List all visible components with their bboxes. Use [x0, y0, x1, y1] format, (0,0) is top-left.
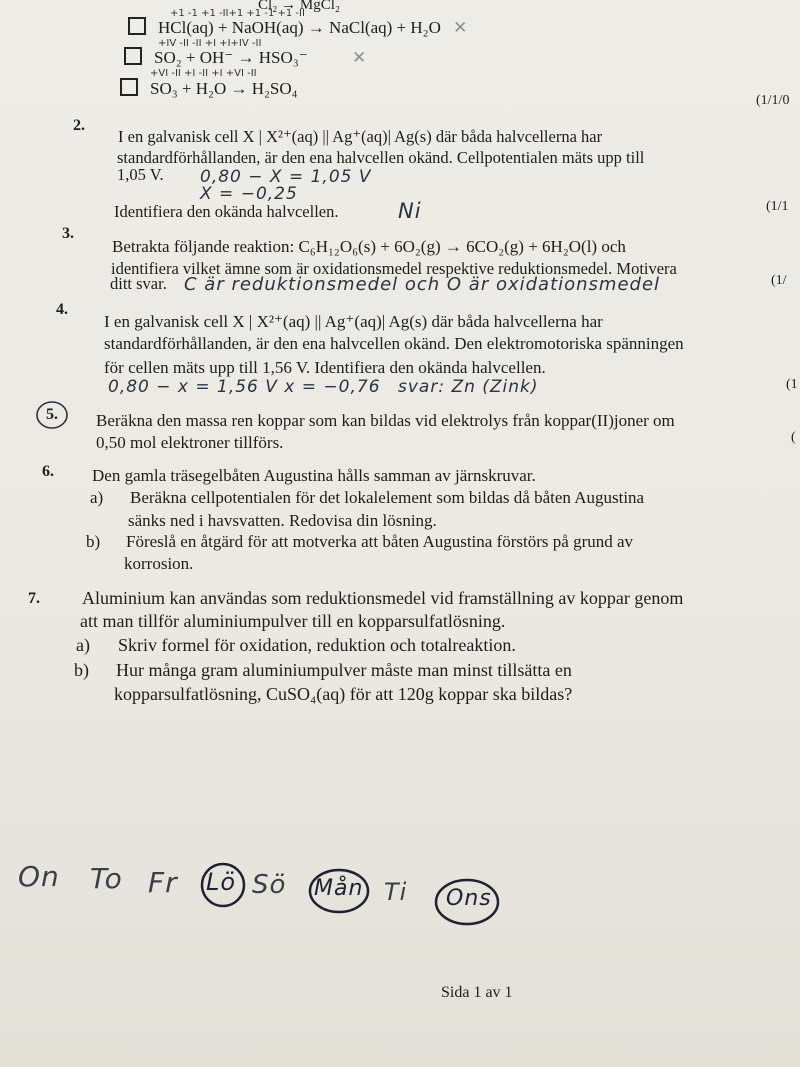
day-man: Mån [314, 876, 364, 901]
q2-handwritten-work-1: 0,80 − X = 1,05 V [200, 167, 372, 187]
day-ti: Ti [384, 878, 408, 906]
question-number-2: 2. [73, 117, 85, 134]
points-q3: (1/ [771, 273, 787, 288]
equation-row-3 [120, 78, 298, 100]
question-number-7: 7. [28, 590, 40, 607]
q6-a-line2: sänks ned i havsvatten. Redovisa din lösning. [128, 511, 437, 530]
q6-a-label: a) [90, 488, 104, 507]
q4-line1: I en galvanisk cell X | X²⁺(aq) || Ag⁺(aq)| Ag(s) där båda halvcellerna har [104, 312, 603, 331]
q6-b-line1: Föreslå en åtgärd för att motverka att båten Augustina förstörs på grund av [126, 532, 634, 551]
day-fr: Fr [148, 866, 178, 899]
q4-line3: för cellen mäts upp till 1,56 V. Identifiera den okända halvcellen. [104, 358, 546, 377]
question-number-5: 5. [46, 406, 58, 423]
day-so: Sö [252, 870, 287, 900]
equation-text: SO₃ + H₂O → H₂SO₄ [150, 79, 298, 98]
q7-line1: Aluminium kan användas som reduktionsmedel vid framställning av koppar genom [82, 588, 684, 608]
question-number-6: 6. [42, 463, 54, 480]
oxidation-numbers-2: +IV -II -II +I +I+IV -II [158, 38, 262, 49]
q7-b-line1: Hur många gram aluminiumpulver måste man minst tillsätta en [116, 660, 572, 680]
equation-row-1 [128, 17, 468, 39]
q7-a-text: Skriv formel för oxidation, reduktion och totalreaktion. [118, 635, 516, 655]
q7-b-line2: kopparsulfatlösning, CuSO₄(aq) för att 120g koppar ska bildas? [114, 684, 573, 704]
cross-mark: ✕ [351, 48, 368, 68]
q4-line2: standardförhållanden, är den ena halvcellen okänd. Den elektromotoriska spänningen [104, 334, 684, 353]
q6-b-line2: korrosion. [124, 554, 194, 573]
q2-line3: 1,05 V. [117, 165, 164, 184]
oxidation-numbers-1: +1 -1 +1 -II+1 +1 -1 +1 -II [170, 8, 305, 19]
day-to: To [90, 862, 123, 895]
question-number-3: 3. [62, 225, 74, 242]
points-q5: ( [791, 430, 796, 445]
q5-line1: Beräkna den massa ren koppar som kan bildas vid elektrolys från koppar(II)joner om [96, 411, 675, 430]
day-ons: Ons [446, 886, 492, 911]
q2-handwritten-answer: Ni [398, 199, 422, 223]
question-number-4: 4. [56, 301, 68, 318]
q2-line4: Identifiera den okända halvcellen. [114, 202, 339, 221]
page-footer: Sida 1 av 1 [441, 984, 513, 1001]
cross-mark: ✕ [453, 18, 469, 38]
equation-row-2 [124, 47, 367, 69]
q3-handwritten-answer: C är reduktionsmedel och O är oxidationsmedel [184, 274, 661, 295]
equation-text: HCl(aq) + NaOH(aq) → NaCl(aq) + H₂O [158, 18, 441, 37]
checkbox[interactable] [124, 47, 142, 65]
day-lo: Lö [206, 868, 237, 896]
q2-handwritten-work-2: X = −0,25 [200, 184, 298, 204]
oxidation-numbers-3: +VI -II +I -II +I +VI -II [150, 68, 257, 79]
points-q2: (1/1 [766, 199, 789, 214]
q7-line2: att man tillför aluminiumpulver till en kopparsulfatlösning. [80, 611, 506, 631]
day-on: On [18, 860, 60, 893]
points-q4: (1 [786, 377, 798, 392]
q6-intro: Den gamla träsegelbåten Augustina hålls samman av järnskruvar. [92, 466, 536, 485]
q6-b-label: b) [86, 532, 101, 551]
q7-a-label: a) [76, 635, 90, 655]
q3-line2: identifiera vilket ämne som är oxidationsmedel respektive reduktionsmedel. Motivera [111, 259, 677, 278]
checkbox[interactable] [128, 17, 146, 35]
q2-line1: I en galvanisk cell X | X²⁺(aq) || Ag⁺(aq)| Ag(s) där båda halvcellerna har [118, 127, 603, 146]
equation-text: SO₂ + OH⁻ → HSO₃⁻ [154, 48, 308, 67]
q7-b-label: b) [74, 660, 89, 680]
q6-a-line1: Beräkna cellpotentialen för det lokalelement som bildas då båten Augustina [130, 488, 645, 507]
q2-line2: standardförhållanden, är den ena halvcellen okänd. Cellpotentialen mäts upp till [117, 148, 645, 167]
points-q1: (1/1/0 [756, 93, 790, 108]
checkbox[interactable] [120, 78, 138, 96]
q3-line1: Betrakta följande reaktion: C₆H₁₂O₆(s) + 6O₂(g) → 6CO₂(g) + 6H₂O(l) och [112, 237, 626, 256]
q4-handwritten-answer: svar: Zn (Zink) [398, 377, 539, 397]
q4-handwritten-work: 0,80 − x = 1,56 V x = −0,76 [108, 377, 381, 397]
equation-text: Cl₂ → MgCl₂ [258, 0, 341, 13]
q5-line2: 0,50 mol elektroner tillförs. [96, 433, 284, 452]
q3-line3: ditt svar. [110, 274, 167, 293]
